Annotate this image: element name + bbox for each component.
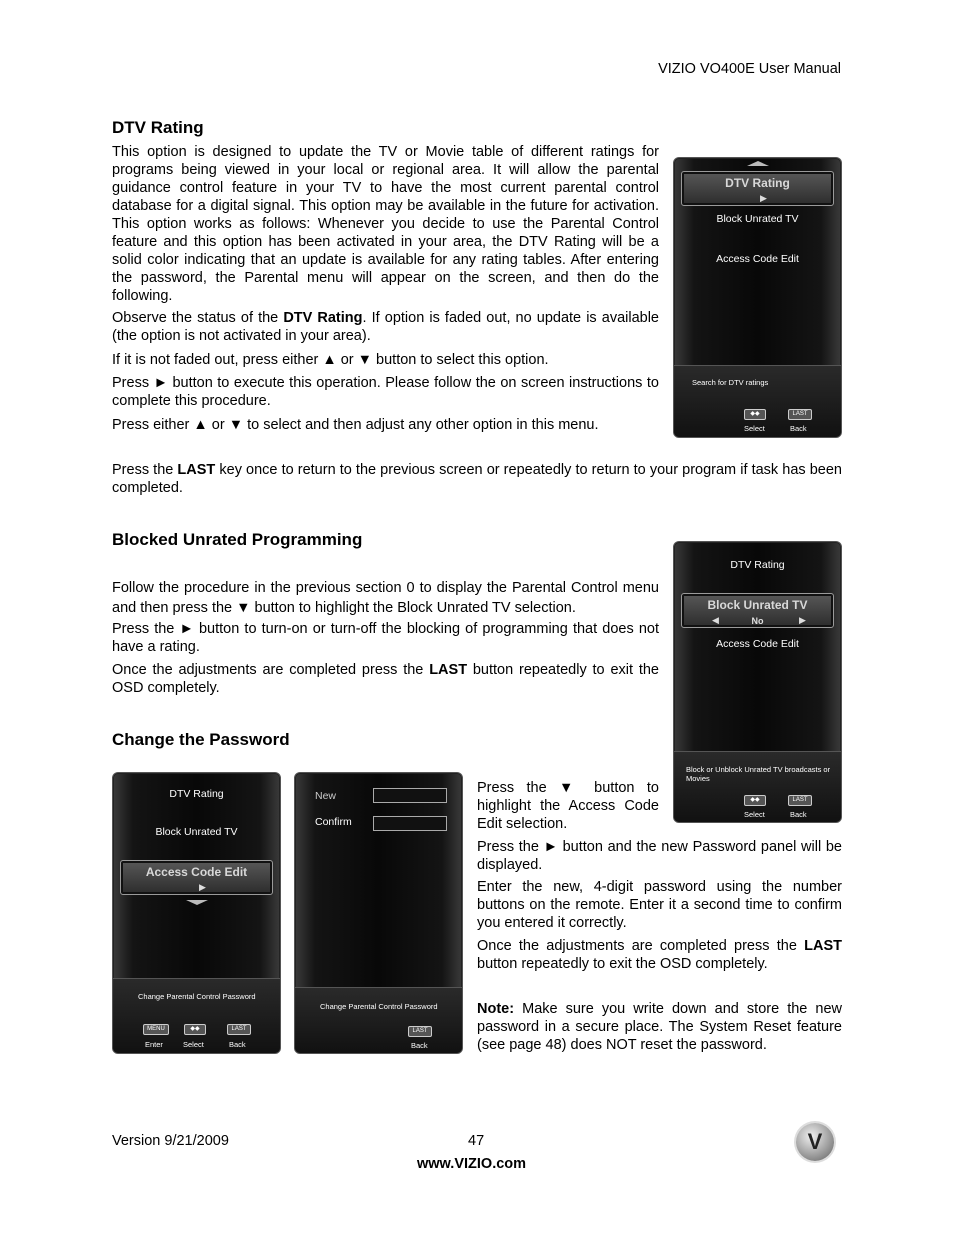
osd-block-unrated-panel xyxy=(673,541,842,823)
osd-footer xyxy=(674,752,841,822)
osd-highlight-block-unrated xyxy=(681,593,834,628)
osd-description: Change Parental Control Password xyxy=(138,992,256,1001)
manual-title: VIZIO VO400E User Manual xyxy=(658,61,841,77)
osd-item-dtv-rating: DTV Rating xyxy=(730,559,785,571)
password-paragraph-2: Press the ► button and the new Password panel will be displayed. xyxy=(477,839,842,873)
blocked-paragraph-1: Follow the procedure in the previous section 0 to display the Parental Control menu and then press the ▼ button to highlight the Block Unrated TV selection. xyxy=(112,580,659,616)
osd-item-access-code: Access Code Edit xyxy=(716,253,799,265)
blocked-paragraph-2: Press the ► button to turn-on or turn-off the blocking of programming that does not have a rating. xyxy=(112,621,659,655)
arrow-keys-icon: ◆◆ xyxy=(744,409,766,420)
dtv-paragraph-1: This option is designed to update the TV or Movie table of different ratings for programs being viewed in your local or regional area. It will allow the parental guidance control feature in your TV to have the most current parental control database for a digital signal. This option may be available in the future for activation. This option works as follows: Whenever you decide to use the Parental Control feature and this option has been activated in your area, the DTV Rating will be a solid color indicating that an update is available for any rating tables. After entering the password, the Parental menu will appear on the screen, and then do the following. xyxy=(112,144,659,304)
last-key-icon: LAST xyxy=(408,1026,432,1037)
select-label: Select xyxy=(744,424,765,433)
arrow-keys-icon: ◆◆ xyxy=(184,1024,206,1035)
osd-new-password-panel xyxy=(294,772,463,1054)
osd-access-code-panel xyxy=(112,772,281,1054)
right-arrow-icon: ▶ xyxy=(799,615,806,625)
select-label: Select xyxy=(744,810,765,819)
password-note: Note: Make sure you write down and store the new password in a secure place. The System Reset feature (see page 48) does NOT reset the password. xyxy=(477,1001,842,1053)
confirm-password-label: Confirm xyxy=(315,816,352,828)
osd-description: Search for DTV ratings xyxy=(692,378,769,387)
vizio-logo-icon: V xyxy=(796,1123,834,1161)
right-arrow-icon: ▶ xyxy=(760,193,767,203)
confirm-password-field xyxy=(373,816,447,831)
dtv-paragraph-6: Press the LAST key once to return to the previous screen or repeatedly to return to your program if task has been completed. xyxy=(112,462,843,496)
osd-highlight-value: No xyxy=(751,616,764,626)
last-key-icon: LAST xyxy=(227,1024,251,1035)
osd-highlight-label: Access Code Edit xyxy=(145,865,248,879)
password-paragraph-1: Press the ▼ button to highlight the Access Code Edit selection. xyxy=(477,780,659,832)
osd-footer xyxy=(113,979,280,1053)
osd-item-block-unrated: Block Unrated TV xyxy=(155,826,238,838)
osd-dtv-rating-panel xyxy=(673,157,842,438)
osd-footer xyxy=(295,988,462,1053)
password-paragraph-3: Enter the new, 4-digit password using the number buttons on the remote. Enter it a second time to confirm you entered it correctly. xyxy=(477,879,842,931)
website-link: www.VIZIO.com xyxy=(417,1156,527,1172)
select-label: Select xyxy=(183,1040,204,1049)
osd-description: Block or Unblock Unrated TV broadcasts or Movies xyxy=(686,765,831,783)
dtv-paragraph-4: Press ► button to execute this operation. Please follow the on screen instructions to complete this procedure. xyxy=(112,375,659,409)
osd-item-dtv-rating: DTV Rating xyxy=(169,788,224,800)
menu-key-icon: MENU xyxy=(143,1024,169,1035)
back-label: Back xyxy=(411,1041,428,1050)
scroll-up-icon xyxy=(747,161,769,166)
osd-highlight-label: DTV Rating xyxy=(725,176,790,190)
scroll-down-icon xyxy=(186,900,208,905)
new-password-field xyxy=(373,788,447,803)
right-arrow-icon: ▶ xyxy=(199,882,206,892)
osd-highlight-label: Block Unrated TV xyxy=(707,598,808,612)
arrow-keys-icon: ◆◆ xyxy=(744,795,766,806)
back-label: Back xyxy=(790,424,807,433)
blocked-paragraph-3: Once the adjustments are completed press the LAST button repeatedly to exit the OSD completely. xyxy=(112,662,659,696)
dtv-paragraph-2: Observe the status of the DTV Rating. If option is faded out, no update is available (the option is not activated in your area). xyxy=(112,310,659,344)
dtv-rating-heading: DTV Rating xyxy=(112,118,204,137)
last-key-icon: LAST xyxy=(788,409,812,420)
last-key-icon: LAST xyxy=(788,795,812,806)
dtv-paragraph-5: Press either ▲ or ▼ to select and then adjust any other option in this menu. xyxy=(112,417,599,433)
osd-highlight-access-code xyxy=(120,860,273,895)
left-arrow-icon: ◀ xyxy=(712,615,719,625)
page-number: 47 xyxy=(468,1133,485,1149)
password-paragraph-4: Once the adjustments are completed press the LAST button repeatedly to exit the OSD completely. xyxy=(477,938,842,972)
version-text: Version 9/21/2009 xyxy=(112,1133,229,1149)
back-label: Back xyxy=(229,1040,246,1049)
osd-item-access-code: Access Code Edit xyxy=(716,638,799,650)
osd-footer xyxy=(674,366,841,437)
dtv-paragraph-3: If it is not faded out, press either ▲ or ▼ button to select this option. xyxy=(112,352,549,368)
new-password-label: New xyxy=(315,790,337,802)
enter-label: Enter xyxy=(145,1040,163,1049)
osd-highlight-dtv-rating xyxy=(681,171,834,206)
osd-item-block-unrated: Block Unrated TV xyxy=(716,213,799,225)
change-password-heading: Change the Password xyxy=(112,730,290,749)
blocked-unrated-heading: Blocked Unrated Programming xyxy=(112,530,363,549)
back-label: Back xyxy=(790,810,807,819)
osd-description: Change Parental Control Password xyxy=(320,1002,438,1011)
